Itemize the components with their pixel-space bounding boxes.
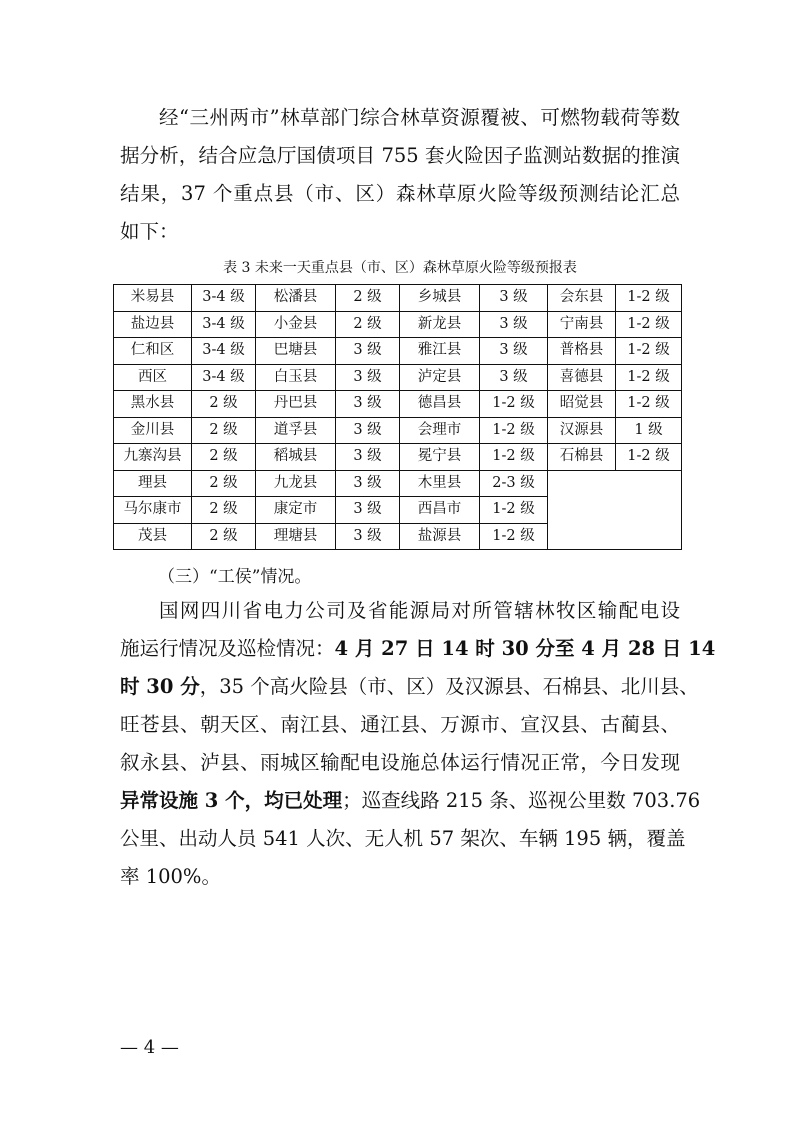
risk-grade-cell: 2 级 [192, 391, 256, 418]
county-name-cell: 泸定县 [400, 364, 480, 391]
risk-grade-cell: 1-2 级 [616, 391, 682, 418]
table-row [114, 338, 682, 365]
paragraph-line [120, 668, 699, 706]
risk-grade-cell: 2 级 [192, 470, 256, 497]
bold-abnormal-facilities: 异常设施 3 个，均已处理 [120, 789, 343, 812]
county-name-cell: 雅江县 [400, 338, 480, 365]
risk-grade-cell: 2 级 [192, 417, 256, 444]
risk-grade-cell: 2 级 [192, 497, 256, 524]
paragraph-line: 国网四川省电力公司及省能源局对所管辖林牧区输配电设 [159, 599, 680, 622]
table-row [114, 311, 682, 338]
county-name-cell: 汉源县 [548, 417, 616, 444]
risk-grade-cell: 1-2 级 [616, 338, 682, 365]
county-name-cell: 宁南县 [548, 311, 616, 338]
county-name-cell: 木里县 [400, 470, 480, 497]
paragraph-line: 旺苍县、朝天区、南江县、通江县、万源市、宣汉县、古蔺县、 [120, 713, 680, 736]
county-name-cell: 乡城县 [400, 285, 480, 312]
risk-grade-cell: 2 级 [192, 523, 256, 550]
table-caption: 表 3 未来一天重点县（市、区）森林草原火险等级预报表 [223, 260, 577, 276]
county-name-cell: 理县 [114, 470, 192, 497]
risk-grade-cell: 2 级 [192, 444, 256, 471]
risk-grade-cell: 3 级 [336, 523, 400, 550]
county-name-cell: 九龙县 [256, 470, 336, 497]
section-heading: （三）“工侯”情况。 [158, 567, 312, 587]
power-inspection-paragraph [120, 592, 716, 896]
county-name-cell: 丹巴县 [256, 391, 336, 418]
county-name-cell: 德昌县 [400, 391, 480, 418]
intro-line: 据分析，结合应急厅国债项目 755 套火险因子监测站数据的推演 [120, 144, 680, 167]
intro-line: 结果，37 个重点县（市、区）森林草原火险等级预测结论汇总 [120, 182, 680, 205]
risk-grade-cell: 3 级 [336, 497, 400, 524]
county-name-cell: 盐源县 [400, 523, 480, 550]
paragraph-line [120, 782, 701, 820]
paragraph-line: 叙永县、泸县、雨城区输配电设施总体运行情况正常，今日发现 [120, 751, 680, 774]
county-name-cell: 稻城县 [256, 444, 336, 471]
county-name-cell: 黑水县 [114, 391, 192, 418]
risk-grade-cell: 2-3 级 [480, 470, 548, 497]
county-name-cell: 石棉县 [548, 444, 616, 471]
risk-grade-cell: 3 级 [336, 444, 400, 471]
risk-grade-cell: 3 级 [336, 338, 400, 365]
risk-grade-cell: 2 级 [336, 285, 400, 312]
county-name-cell: 九寨沟县 [114, 444, 192, 471]
paragraph-line [120, 630, 716, 668]
table-row [114, 470, 682, 497]
county-name-cell: 小金县 [256, 311, 336, 338]
county-name-cell: 新龙县 [400, 311, 480, 338]
risk-grade-cell: 3 级 [480, 364, 548, 391]
empty-cell [548, 470, 682, 550]
county-name-cell: 金川县 [114, 417, 192, 444]
county-name-cell: 理塘县 [256, 523, 336, 550]
county-name-cell: 冕宁县 [400, 444, 480, 471]
county-name-cell: 道孚县 [256, 417, 336, 444]
county-name-cell: 喜德县 [548, 364, 616, 391]
paragraph-line: 公里、出动人员 541 人次、无人机 57 架次、车辆 195 辆，覆盖 [120, 827, 686, 850]
risk-grade-cell: 1-2 级 [480, 523, 548, 550]
county-name-cell: 昭觉县 [548, 391, 616, 418]
county-name-cell: 会理市 [400, 417, 480, 444]
risk-grade-cell: 1-2 级 [616, 364, 682, 391]
risk-grade-cell: 1-2 级 [480, 497, 548, 524]
risk-grade-cell: 3 级 [480, 285, 548, 312]
county-name-cell: 西区 [114, 364, 192, 391]
county-name-cell: 马尔康市 [114, 497, 192, 524]
page-number: — 4 — [120, 1037, 179, 1058]
risk-grade-cell: 3 级 [336, 391, 400, 418]
risk-grade-cell: 3-4 级 [192, 338, 256, 365]
county-name-cell: 会东县 [548, 285, 616, 312]
county-name-cell: 松潘县 [256, 285, 336, 312]
text-run: 施运行情况及巡检情况： [120, 637, 335, 660]
table-row [114, 364, 682, 391]
bold-time-range-end: 时 30 分 [120, 675, 200, 698]
risk-grade-cell: 1-2 级 [480, 417, 548, 444]
fire-risk-table [113, 284, 682, 550]
risk-grade-cell: 3 级 [336, 470, 400, 497]
county-name-cell: 茂县 [114, 523, 192, 550]
risk-grade-cell: 3 级 [480, 311, 548, 338]
risk-grade-cell: 1-2 级 [616, 285, 682, 312]
table-row [114, 285, 682, 312]
risk-grade-cell: 3 级 [336, 417, 400, 444]
intro-line: 如下： [120, 220, 179, 243]
risk-grade-cell: 1-2 级 [480, 444, 548, 471]
county-name-cell: 白玉县 [256, 364, 336, 391]
table-row [114, 391, 682, 418]
risk-grade-cell: 3 级 [336, 364, 400, 391]
risk-grade-cell: 1-2 级 [616, 444, 682, 471]
county-name-cell: 仁和区 [114, 338, 192, 365]
paragraph-line: 率 100%。 [120, 865, 221, 888]
county-name-cell: 盐边县 [114, 311, 192, 338]
table-row [114, 444, 682, 471]
table-row [114, 417, 682, 444]
text-run: ；巡查线路 215 条、巡视公里数 703.76 [342, 789, 701, 812]
risk-grade-cell: 1-2 级 [480, 391, 548, 418]
county-name-cell: 西昌市 [400, 497, 480, 524]
county-name-cell: 康定市 [256, 497, 336, 524]
risk-grade-cell: 1 级 [616, 417, 682, 444]
intro-line: 经“三州两市”林草部门综合林草资源覆被、可燃物载荷等数 [159, 106, 680, 129]
risk-grade-cell: 2 级 [336, 311, 400, 338]
intro-paragraph [120, 99, 680, 251]
risk-grade-cell: 3-4 级 [192, 311, 256, 338]
county-name-cell: 米易县 [114, 285, 192, 312]
text-run: ，35 个高火险县（市、区）及汉源县、石棉县、北川县、 [199, 675, 699, 698]
risk-grade-cell: 3 级 [480, 338, 548, 365]
county-name-cell: 巴塘县 [256, 338, 336, 365]
bold-time-range: 4 月 27 日 14 时 30 分至 4 月 28 日 14 [334, 637, 716, 660]
risk-grade-cell: 3-4 级 [192, 285, 256, 312]
risk-grade-cell: 1-2 级 [616, 311, 682, 338]
risk-grade-cell: 3-4 级 [192, 364, 256, 391]
county-name-cell: 普格县 [548, 338, 616, 365]
